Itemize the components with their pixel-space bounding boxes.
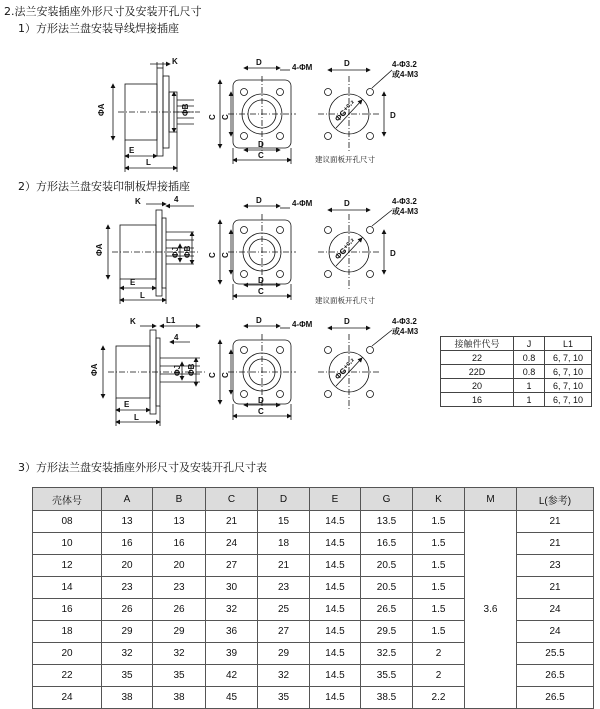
cutout-d-top-1: D xyxy=(344,59,350,68)
dim-a-1: ΦA xyxy=(97,103,106,116)
dimension-table xyxy=(32,487,594,709)
table-cell: 1.5 xyxy=(413,599,465,621)
table-cell: 16 xyxy=(441,393,514,407)
table-cell: 6, 7, 10 xyxy=(545,393,592,407)
table-cell: 26 xyxy=(102,599,153,621)
table-cell: 2.2 xyxy=(413,687,465,709)
dim-c-side-1: C xyxy=(208,114,217,120)
front-view-1 xyxy=(220,68,296,164)
cutout-d-top-2: D xyxy=(344,199,350,208)
dim-4-3: 4 xyxy=(174,333,179,342)
table-cell: 21 xyxy=(517,533,594,555)
header-cell: L1 xyxy=(545,337,592,351)
table-cell: 13 xyxy=(102,511,153,533)
table-cell: 35 xyxy=(258,687,310,709)
header-cell: E xyxy=(310,488,361,511)
dim-j-2: ΦJ xyxy=(171,246,180,258)
cutout-holes-alt-1: 或4-M3 xyxy=(392,70,419,79)
table-row xyxy=(441,379,592,393)
dim-c-bottom-2: C xyxy=(258,287,264,296)
dim-c-bottom-1: C xyxy=(258,151,264,160)
table-cell: 26.5 xyxy=(517,665,594,687)
cutout-caption-1: 建议面板开孔尺寸 xyxy=(315,155,375,164)
dim-c-top-3: C xyxy=(221,372,230,378)
table-cell: 38 xyxy=(153,687,206,709)
cutout-view-2 xyxy=(318,210,392,290)
table-cell: 32 xyxy=(153,643,206,665)
table-cell: 24 xyxy=(33,687,102,709)
dim-c-bottom-3: C xyxy=(258,407,264,416)
cutout-holes-alt-2: 或4-M3 xyxy=(392,207,419,216)
table-cell: 23 xyxy=(258,577,310,599)
table-cell: 18 xyxy=(258,533,310,555)
table-cell: 22 xyxy=(33,665,102,687)
table-cell: 35.5 xyxy=(361,665,413,687)
table-cell: 29.5 xyxy=(361,621,413,643)
cutout-view-3 xyxy=(318,328,392,410)
dim-e-2: E xyxy=(130,278,136,287)
table-cell: 6, 7, 10 xyxy=(545,379,592,393)
table-cell: 14.5 xyxy=(310,555,361,577)
section-heading-1: 1）方形法兰盘安装导线焊接插座 xyxy=(18,22,179,35)
table-cell: 24 xyxy=(517,621,594,643)
dim-k-2: K xyxy=(135,197,141,206)
table-cell: 20.5 xyxy=(361,577,413,599)
dim-d-bottom-3: D xyxy=(258,396,264,405)
header-cell: A xyxy=(102,488,153,511)
dim-d-bottom-1: D xyxy=(258,140,264,149)
table-cell: 23 xyxy=(153,577,206,599)
table-cell: 16 xyxy=(153,533,206,555)
table-cell: 10 xyxy=(33,533,102,555)
contact-table xyxy=(440,336,592,407)
cutout-caption-2: 建议面板开孔尺寸 xyxy=(315,296,375,305)
table-cell: 08 xyxy=(33,511,102,533)
header-cell: 接触件代号 xyxy=(441,337,514,351)
table-cell: 0.8 xyxy=(514,351,545,365)
table-cell: 26.5 xyxy=(361,599,413,621)
table-cell: 2 xyxy=(413,643,465,665)
dim-4-2: 4 xyxy=(174,195,179,204)
side-view-1 xyxy=(113,62,200,172)
cutout-holes-2: 4-Φ3.2 xyxy=(392,197,417,206)
table-cell: 20 xyxy=(153,555,206,577)
table-cell: 14.5 xyxy=(310,687,361,709)
table-cell: 14.5 xyxy=(310,621,361,643)
dim-k-3: K xyxy=(130,317,136,326)
table-cell: 1.5 xyxy=(413,533,465,555)
table-cell: 13.5 xyxy=(361,511,413,533)
table-cell: 32 xyxy=(102,643,153,665)
dim-k-1: K xyxy=(172,57,178,66)
dim-a-2: ΦA xyxy=(95,243,104,256)
table-cell: 35 xyxy=(102,665,153,687)
table-row xyxy=(441,365,592,379)
table-cell: 30 xyxy=(206,577,258,599)
dimension-table-header xyxy=(33,488,594,511)
table-cell: 12 xyxy=(33,555,102,577)
cutout-g-2: ΦG⁺⁰·² xyxy=(333,236,358,262)
table-cell: 16.5 xyxy=(361,533,413,555)
table-cell: 35 xyxy=(153,665,206,687)
cutout-g-3: ΦG⁺⁰·² xyxy=(333,356,358,382)
table-cell: 27 xyxy=(206,555,258,577)
table-cell: 14.5 xyxy=(310,599,361,621)
header-cell: B xyxy=(153,488,206,511)
table-cell: 14 xyxy=(33,577,102,599)
table-row xyxy=(441,393,592,407)
table-cell: 29 xyxy=(258,643,310,665)
table-cell: 16 xyxy=(33,599,102,621)
front-view-2 xyxy=(220,206,296,300)
table-cell: 32 xyxy=(258,665,310,687)
table-cell: 1.5 xyxy=(413,577,465,599)
table-cell: 27 xyxy=(258,621,310,643)
dim-b-3: ΦB xyxy=(187,363,196,376)
table-cell: 20.5 xyxy=(361,555,413,577)
table-cell: 13 xyxy=(153,511,206,533)
dim-c-side-2: C xyxy=(208,252,217,258)
table-cell: 25 xyxy=(258,599,310,621)
table-cell: 16 xyxy=(102,533,153,555)
header-cell: G xyxy=(361,488,413,511)
table-cell: 1 xyxy=(514,393,545,407)
table-cell: 38.5 xyxy=(361,687,413,709)
header-cell: D xyxy=(258,488,310,511)
dim-e-1: E xyxy=(129,146,135,155)
table-cell: 14.5 xyxy=(310,533,361,555)
header-cell: 壳体号 xyxy=(33,488,102,511)
table-row xyxy=(33,511,594,533)
dim-b-1: ΦB xyxy=(181,103,190,116)
table-cell: 14.5 xyxy=(310,577,361,599)
table-cell: 14.5 xyxy=(310,665,361,687)
table-cell: 15 xyxy=(258,511,310,533)
table-cell: 26.5 xyxy=(517,687,594,709)
table-cell: 23 xyxy=(102,577,153,599)
table-cell: 22D xyxy=(441,365,514,379)
dim-l1-3: L1 xyxy=(166,316,176,325)
table-cell: 36 xyxy=(206,621,258,643)
table-cell: 20 xyxy=(102,555,153,577)
dim-l-3: L xyxy=(134,413,139,422)
header-cell: C xyxy=(206,488,258,511)
header-cell: J xyxy=(514,337,545,351)
table-cell: 24 xyxy=(517,599,594,621)
dim-c-top-2: C xyxy=(221,252,230,258)
table-cell: 32.5 xyxy=(361,643,413,665)
dim-d-top-1: D xyxy=(256,58,262,67)
dim-m-3: 4-ΦM xyxy=(292,320,313,329)
header-cell: L(参考) xyxy=(517,488,594,511)
table-cell: 14.5 xyxy=(310,511,361,533)
table-cell: 1.5 xyxy=(413,555,465,577)
contact-table-header xyxy=(441,337,592,351)
table-cell: 38 xyxy=(102,687,153,709)
dim-m-2: 4-ΦM xyxy=(292,199,313,208)
cutout-d-side-2: D xyxy=(390,249,396,258)
dim-j-3: ΦJ xyxy=(173,364,182,376)
dim-c-top-1: C xyxy=(221,114,230,120)
cutout-d-side-1: D xyxy=(390,111,396,120)
dim-l-2: L xyxy=(140,291,145,300)
table-cell: 6, 7, 10 xyxy=(545,351,592,365)
table-cell: 14.5 xyxy=(310,643,361,665)
table-cell: 21 xyxy=(517,511,594,533)
m-value-cell: 3.6 xyxy=(465,511,517,709)
table-cell: 18 xyxy=(33,621,102,643)
section-heading-3: 3）方形法兰盘安装插座外形尺寸及安装开孔尺寸表 xyxy=(18,461,267,474)
table-cell: 0.8 xyxy=(514,365,545,379)
table-cell: 24 xyxy=(206,533,258,555)
cutout-d-top-3: D xyxy=(344,317,350,326)
dim-m-1: 4-ΦM xyxy=(292,63,313,72)
cutout-holes-1: 4-Φ3.2 xyxy=(392,60,417,69)
section-heading-main: 2.法兰安装插座外形尺寸及安装开孔尺寸 xyxy=(4,5,202,18)
dim-b-2: ΦB xyxy=(183,245,192,258)
table-cell: 32 xyxy=(206,599,258,621)
header-cell: K xyxy=(413,488,465,511)
table-row xyxy=(441,351,592,365)
front-view-3 xyxy=(220,326,296,420)
table-cell: 23 xyxy=(517,555,594,577)
dim-a-3: ΦA xyxy=(90,363,99,376)
dim-d-top-3: D xyxy=(256,316,262,325)
section-heading-2: 2）方形法兰盘安装印制板焊接插座 xyxy=(18,180,190,193)
dim-l-1: L xyxy=(146,158,151,167)
table-cell: 21 xyxy=(258,555,310,577)
table-cell: 22 xyxy=(441,351,514,365)
table-cell: 20 xyxy=(441,379,514,393)
table-cell: 29 xyxy=(153,621,206,643)
table-cell: 1 xyxy=(514,379,545,393)
cutout-g-1: ΦG⁺⁰·² xyxy=(333,98,358,124)
table-cell: 42 xyxy=(206,665,258,687)
header-cell: M xyxy=(465,488,517,511)
table-cell: 25.5 xyxy=(517,643,594,665)
cutout-holes-alt-3: 或4-M3 xyxy=(392,327,419,336)
dim-d-bottom-2: D xyxy=(258,276,264,285)
table-cell: 1.5 xyxy=(413,511,465,533)
table-cell: 1.5 xyxy=(413,621,465,643)
table-cell: 20 xyxy=(33,643,102,665)
cutout-holes-3: 4-Φ3.2 xyxy=(392,317,417,326)
table-cell: 39 xyxy=(206,643,258,665)
dim-c-side-3: C xyxy=(208,372,217,378)
table-cell: 45 xyxy=(206,687,258,709)
dim-e-3: E xyxy=(124,400,130,409)
table-cell: 6, 7, 10 xyxy=(545,365,592,379)
table-cell: 21 xyxy=(206,511,258,533)
table-cell: 29 xyxy=(102,621,153,643)
table-cell: 26 xyxy=(153,599,206,621)
cutout-view-1 xyxy=(318,70,392,152)
dim-d-top-2: D xyxy=(256,196,262,205)
table-cell: 21 xyxy=(517,577,594,599)
table-cell: 2 xyxy=(413,665,465,687)
